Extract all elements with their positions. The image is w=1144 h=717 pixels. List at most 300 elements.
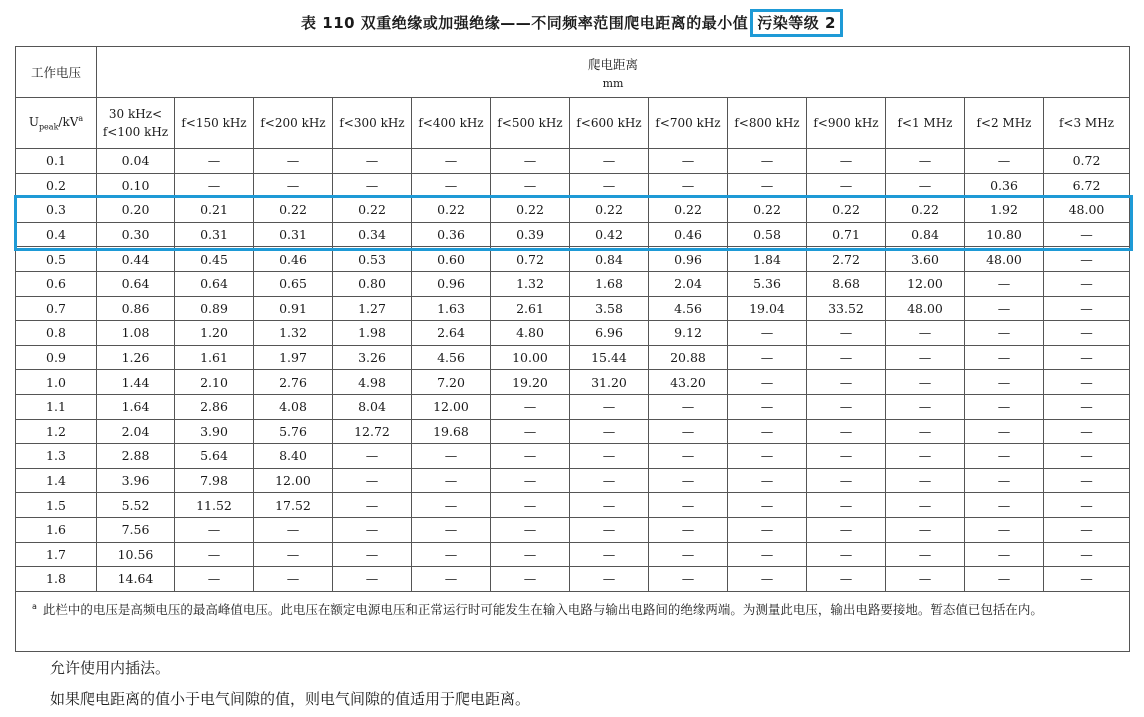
creepage-cell: — [491, 517, 570, 542]
freq-header: f<200 kHz [254, 98, 333, 149]
pollution-degree-highlight: 污染等级 2 [750, 9, 843, 37]
voltage-cell: 1.0 [16, 370, 97, 395]
creepage-cell: 0.22 [412, 198, 491, 223]
creepage-cell: 5.64 [175, 444, 254, 469]
voltage-cell: 1.7 [16, 542, 97, 567]
creepage-cell: 0.89 [175, 296, 254, 321]
table-row [16, 468, 1130, 493]
creepage-cell: — [333, 567, 412, 592]
freq-header: f<400 kHz [412, 98, 491, 149]
creepage-cell: — [333, 149, 412, 174]
creepage-cell: 1.63 [412, 296, 491, 321]
creepage-cell: — [886, 321, 965, 346]
creepage-cell: — [728, 173, 807, 198]
creepage-cell: — [570, 419, 649, 444]
table-title-main: 表 110 双重绝缘或加强绝缘——不同频率范围爬电距离的最小值 [301, 14, 749, 32]
note-clearance: 如果爬电距离的值小于电气间隙的值，则电气间隙的值适用于爬电距离。 [50, 690, 531, 708]
creepage-cell: — [333, 517, 412, 542]
creepage-cell: 0.22 [333, 198, 412, 223]
creepage-cell: — [807, 394, 886, 419]
creepage-cell: — [965, 370, 1044, 395]
creepage-cell: 0.45 [175, 247, 254, 272]
creepage-cell: 5.36 [728, 271, 807, 296]
creepage-cell: 20.88 [649, 345, 728, 370]
creepage-cell: 0.58 [728, 222, 807, 247]
creepage-cell: — [491, 394, 570, 419]
freq-header: f<900 kHz [807, 98, 886, 149]
creepage-cell: — [886, 444, 965, 469]
creepage-cell: 0.91 [254, 296, 333, 321]
creepage-cell: 3.90 [175, 419, 254, 444]
creepage-cell: — [965, 345, 1044, 370]
creepage-cell: 1.68 [570, 271, 649, 296]
creepage-cell: 0.80 [333, 271, 412, 296]
creepage-cell: — [886, 149, 965, 174]
footnote-mark: a [32, 601, 37, 611]
creepage-cell: — [728, 321, 807, 346]
creepage-cell: 31.20 [570, 370, 649, 395]
creepage-cell: 0.21 [175, 198, 254, 223]
creepage-cell: — [333, 542, 412, 567]
creepage-cell: — [1044, 394, 1130, 419]
freq-header-first-line1: 30 kHz< [108, 107, 163, 121]
freq-header: f<1 MHz [886, 98, 965, 149]
table-row [16, 149, 1130, 174]
voltage-cell: 0.8 [16, 321, 97, 346]
creepage-cell: — [728, 468, 807, 493]
freq-header: f<3 MHz [1044, 98, 1130, 149]
creepage-cell: — [570, 468, 649, 493]
table-row [16, 542, 1130, 567]
creepage-cell: — [175, 542, 254, 567]
creepage-cell: — [886, 567, 965, 592]
creepage-cell: — [570, 173, 649, 198]
table-row [16, 173, 1130, 198]
creepage-cell: 8.40 [254, 444, 333, 469]
creepage-cell: 5.76 [254, 419, 333, 444]
voltage-cell: 0.7 [16, 296, 97, 321]
voltage-cell: 1.1 [16, 394, 97, 419]
creepage-cell: — [728, 542, 807, 567]
creepage-cell: — [649, 394, 728, 419]
creepage-cell: 7.98 [175, 468, 254, 493]
creepage-cell: — [570, 567, 649, 592]
creepage-cell: — [807, 517, 886, 542]
table-row [16, 198, 1130, 223]
creepage-cell: 3.58 [570, 296, 649, 321]
table-title [0, 9, 1144, 37]
voltage-cell: 1.5 [16, 493, 97, 518]
creepage-cell: 5.52 [97, 493, 175, 518]
creepage-cell: — [570, 517, 649, 542]
creepage-cell: 0.31 [254, 222, 333, 247]
table-row [16, 444, 1130, 469]
creepage-cell: — [1044, 542, 1130, 567]
creepage-cell: — [1044, 370, 1130, 395]
creepage-cell: 0.60 [412, 247, 491, 272]
creepage-cell: — [175, 567, 254, 592]
voltage-symbol-cell [16, 98, 97, 149]
creepage-cell: 4.08 [254, 394, 333, 419]
creepage-cell: — [1044, 419, 1130, 444]
freq-header: f<500 kHz [491, 98, 570, 149]
creepage-cell: — [965, 419, 1044, 444]
creepage-cell: — [807, 419, 886, 444]
creepage-cell: — [649, 173, 728, 198]
creepage-cell: 0.34 [333, 222, 412, 247]
creepage-cell: — [491, 149, 570, 174]
voltage-cell: 1.2 [16, 419, 97, 444]
creepage-cell: 9.12 [649, 321, 728, 346]
creepage-cell: 1.32 [491, 271, 570, 296]
creepage-cell: — [412, 493, 491, 518]
creepage-cell: — [886, 419, 965, 444]
creepage-unit: mm [602, 76, 624, 90]
creepage-cell: 1.61 [175, 345, 254, 370]
creepage-cell: 0.84 [886, 222, 965, 247]
creepage-cell: 3.60 [886, 247, 965, 272]
creepage-cell: — [412, 149, 491, 174]
creepage-cell: — [728, 567, 807, 592]
voltage-unit: /kV [58, 115, 79, 130]
table-row [16, 321, 1130, 346]
creepage-cell: 2.76 [254, 370, 333, 395]
creepage-cell: — [807, 493, 886, 518]
creepage-cell: 1.27 [333, 296, 412, 321]
creepage-cell: 19.20 [491, 370, 570, 395]
voltage-subscript: peak [38, 122, 59, 132]
creepage-cell: 48.00 [886, 296, 965, 321]
creepage-cell: 1.20 [175, 321, 254, 346]
creepage-cell: — [491, 567, 570, 592]
creepage-cell: — [333, 444, 412, 469]
creepage-cell: 7.20 [412, 370, 491, 395]
creepage-cell: — [175, 173, 254, 198]
creepage-cell: — [491, 468, 570, 493]
creepage-cell: 43.20 [649, 370, 728, 395]
creepage-cell: — [965, 149, 1044, 174]
creepage-cell: 19.68 [412, 419, 491, 444]
creepage-cell: — [965, 394, 1044, 419]
creepage-cell: — [412, 468, 491, 493]
creepage-cell: — [965, 444, 1044, 469]
creepage-cell: — [965, 517, 1044, 542]
creepage-cell: 1.84 [728, 247, 807, 272]
creepage-cell: 0.72 [1044, 149, 1130, 174]
creepage-cell: — [649, 567, 728, 592]
table-row [16, 493, 1130, 518]
creepage-cell: 1.64 [97, 394, 175, 419]
creepage-cell: 2.10 [175, 370, 254, 395]
creepage-header [97, 47, 1130, 98]
creepage-cell: — [570, 149, 649, 174]
creepage-cell: 17.52 [254, 493, 333, 518]
freq-header-first-line2: f<100 kHz [102, 125, 169, 139]
creepage-cell: 0.84 [570, 247, 649, 272]
creepage-cell: 0.72 [491, 247, 570, 272]
creepage-cell: 0.96 [412, 271, 491, 296]
creepage-cell: 2.61 [491, 296, 570, 321]
creepage-cell: — [1044, 444, 1130, 469]
freq-header-first [97, 98, 175, 149]
creepage-cell: 12.00 [412, 394, 491, 419]
creepage-cell: 0.46 [254, 247, 333, 272]
creepage-cell: — [175, 517, 254, 542]
creepage-cell: 10.56 [97, 542, 175, 567]
voltage-cell: 0.6 [16, 271, 97, 296]
creepage-cell: — [807, 321, 886, 346]
creepage-cell: 11.52 [175, 493, 254, 518]
creepage-cell: — [254, 567, 333, 592]
voltage-cell: 0.1 [16, 149, 97, 174]
creepage-cell: — [807, 173, 886, 198]
freq-header: f<600 kHz [570, 98, 649, 149]
table-row [16, 394, 1130, 419]
creepage-label: 爬电距离 [587, 56, 638, 72]
creepage-cell: — [728, 493, 807, 518]
voltage-cell: 0.9 [16, 345, 97, 370]
creepage-cell: 0.39 [491, 222, 570, 247]
creepage-cell: 4.98 [333, 370, 412, 395]
creepage-cell: — [1044, 493, 1130, 518]
creepage-cell: 6.72 [1044, 173, 1130, 198]
creepage-cell: — [728, 517, 807, 542]
creepage-cell: 12.72 [333, 419, 412, 444]
creepage-cell: 0.65 [254, 271, 333, 296]
creepage-cell: — [570, 394, 649, 419]
creepage-cell: 1.26 [97, 345, 175, 370]
creepage-cell: — [254, 173, 333, 198]
creepage-cell: — [886, 173, 965, 198]
creepage-cell: — [807, 370, 886, 395]
creepage-cell: — [807, 542, 886, 567]
creepage-cell: — [886, 493, 965, 518]
creepage-cell: 14.64 [97, 567, 175, 592]
voltage-cell: 0.4 [16, 222, 97, 247]
creepage-cell: — [254, 517, 333, 542]
creepage-cell: 19.04 [728, 296, 807, 321]
creepage-cell: — [965, 321, 1044, 346]
creepage-cell: — [807, 567, 886, 592]
voltage-cell: 0.2 [16, 173, 97, 198]
creepage-cell: 1.97 [254, 345, 333, 370]
voltage-cell: 0.5 [16, 247, 97, 272]
creepage-cell: 10.80 [965, 222, 1044, 247]
creepage-table [15, 46, 1130, 652]
creepage-cell: 0.04 [97, 149, 175, 174]
creepage-cell: — [1044, 345, 1130, 370]
creepage-cell: 0.64 [175, 271, 254, 296]
creepage-cell: 0.22 [728, 198, 807, 223]
voltage-footnote-mark: a [78, 114, 84, 124]
creepage-cell: 1.92 [965, 198, 1044, 223]
creepage-cell: — [491, 419, 570, 444]
creepage-cell: — [807, 149, 886, 174]
header-row-1 [16, 47, 1130, 98]
creepage-cell: 0.71 [807, 222, 886, 247]
creepage-cell: — [965, 542, 1044, 567]
creepage-cell: — [886, 468, 965, 493]
creepage-cell: 48.00 [965, 247, 1044, 272]
voltage-symbol: U [28, 115, 39, 130]
footnote-text: 此栏中的电压是高频电压的最高峰值电压。此电压在额定电源电压和正常运行时可能发生在输入电路与输出电路间的绝缘两端。为测量此电压，输出电路要接地。暂态值已包括在内。 [42, 601, 1043, 617]
creepage-cell: — [412, 567, 491, 592]
creepage-cell: — [333, 173, 412, 198]
header-row-2 [16, 98, 1130, 149]
table-row [16, 271, 1130, 296]
creepage-cell: — [491, 542, 570, 567]
creepage-cell: — [886, 542, 965, 567]
creepage-cell: 1.32 [254, 321, 333, 346]
creepage-cell: 2.72 [807, 247, 886, 272]
creepage-cell: 10.00 [491, 345, 570, 370]
creepage-cell: — [491, 444, 570, 469]
creepage-cell: — [649, 542, 728, 567]
creepage-cell: 0.22 [570, 198, 649, 223]
creepage-cell: — [175, 149, 254, 174]
creepage-cell: — [570, 542, 649, 567]
creepage-cell: 0.22 [807, 198, 886, 223]
creepage-cell: 0.53 [333, 247, 412, 272]
creepage-cell: — [649, 444, 728, 469]
creepage-cell: 4.80 [491, 321, 570, 346]
creepage-cell: — [1044, 296, 1130, 321]
creepage-cell: — [807, 345, 886, 370]
creepage-cell: — [412, 542, 491, 567]
creepage-cell: 0.86 [97, 296, 175, 321]
creepage-cell: — [728, 444, 807, 469]
creepage-cell: 0.22 [886, 198, 965, 223]
creepage-cell: 0.46 [649, 222, 728, 247]
creepage-cell: — [570, 444, 649, 469]
table-row [16, 370, 1130, 395]
creepage-cell: — [412, 173, 491, 198]
creepage-cell: 0.22 [491, 198, 570, 223]
creepage-cell: — [570, 493, 649, 518]
creepage-cell: 4.56 [649, 296, 728, 321]
creepage-cell: 0.36 [412, 222, 491, 247]
creepage-cell: — [728, 370, 807, 395]
creepage-cell: — [886, 345, 965, 370]
creepage-cell: — [412, 444, 491, 469]
creepage-cell: — [886, 370, 965, 395]
creepage-cell: — [1044, 567, 1130, 592]
creepage-cell: — [728, 394, 807, 419]
footnote-row [16, 591, 1130, 651]
creepage-cell: 2.86 [175, 394, 254, 419]
freq-header: f<800 kHz [728, 98, 807, 149]
creepage-cell: — [965, 296, 1044, 321]
creepage-cell: — [649, 517, 728, 542]
creepage-cell: — [649, 493, 728, 518]
creepage-cell: 2.64 [412, 321, 491, 346]
table-row [16, 222, 1130, 247]
creepage-cell: — [807, 444, 886, 469]
creepage-cell: — [728, 345, 807, 370]
voltage-cell: 1.4 [16, 468, 97, 493]
creepage-cell: — [649, 468, 728, 493]
creepage-cell: 1.44 [97, 370, 175, 395]
creepage-cell: 15.44 [570, 345, 649, 370]
creepage-cell: — [254, 542, 333, 567]
creepage-cell: — [1044, 517, 1130, 542]
creepage-cell: 0.36 [965, 173, 1044, 198]
freq-header: f<700 kHz [649, 98, 728, 149]
creepage-cell: 0.96 [649, 247, 728, 272]
creepage-cell: 2.04 [649, 271, 728, 296]
creepage-cell: 3.26 [333, 345, 412, 370]
creepage-cell: — [254, 149, 333, 174]
creepage-cell: — [649, 149, 728, 174]
table-row [16, 247, 1130, 272]
table-body [16, 47, 1130, 652]
creepage-cell: 2.88 [97, 444, 175, 469]
creepage-cell: — [965, 567, 1044, 592]
freq-header: f<150 kHz [175, 98, 254, 149]
creepage-cell: 3.96 [97, 468, 175, 493]
creepage-cell: 0.22 [254, 198, 333, 223]
creepage-cell: 8.68 [807, 271, 886, 296]
creepage-cell: — [1044, 321, 1130, 346]
creepage-cell: — [728, 419, 807, 444]
creepage-cell: 0.64 [97, 271, 175, 296]
creepage-cell: 7.56 [97, 517, 175, 542]
voltage-cell: 1.3 [16, 444, 97, 469]
voltage-header: 工作电压 [16, 47, 97, 98]
creepage-cell: — [333, 468, 412, 493]
table-row [16, 296, 1130, 321]
voltage-cell: 0.3 [16, 198, 97, 223]
footnote-cell [16, 591, 1130, 651]
table-row [16, 567, 1130, 592]
creepage-cell: 4.56 [412, 345, 491, 370]
creepage-cell: — [965, 468, 1044, 493]
creepage-cell: 12.00 [886, 271, 965, 296]
creepage-cell: — [412, 517, 491, 542]
creepage-cell: — [886, 394, 965, 419]
creepage-cell: — [1044, 247, 1130, 272]
creepage-cell: 0.22 [649, 198, 728, 223]
creepage-cell: — [333, 493, 412, 518]
creepage-cell: — [491, 493, 570, 518]
creepage-cell: 48.00 [1044, 198, 1130, 223]
creepage-cell: 0.42 [570, 222, 649, 247]
creepage-cell: 0.30 [97, 222, 175, 247]
creepage-cell: — [807, 468, 886, 493]
creepage-cell: — [965, 493, 1044, 518]
voltage-cell: 1.8 [16, 567, 97, 592]
creepage-cell: 1.08 [97, 321, 175, 346]
creepage-cell: — [491, 173, 570, 198]
creepage-cell: — [1044, 222, 1130, 247]
table-row [16, 517, 1130, 542]
creepage-cell: 8.04 [333, 394, 412, 419]
note-interpolation: 允许使用内插法。 [50, 659, 171, 677]
creepage-cell: 0.20 [97, 198, 175, 223]
creepage-cell: 33.52 [807, 296, 886, 321]
creepage-cell: 6.96 [570, 321, 649, 346]
freq-header: f<2 MHz [965, 98, 1044, 149]
creepage-cell: 12.00 [254, 468, 333, 493]
creepage-cell: 0.44 [97, 247, 175, 272]
creepage-cell: — [649, 419, 728, 444]
creepage-cell: 0.31 [175, 222, 254, 247]
creepage-cell: 1.98 [333, 321, 412, 346]
creepage-cell: 2.04 [97, 419, 175, 444]
table-row [16, 419, 1130, 444]
creepage-cell: — [1044, 468, 1130, 493]
freq-header: f<300 kHz [333, 98, 412, 149]
